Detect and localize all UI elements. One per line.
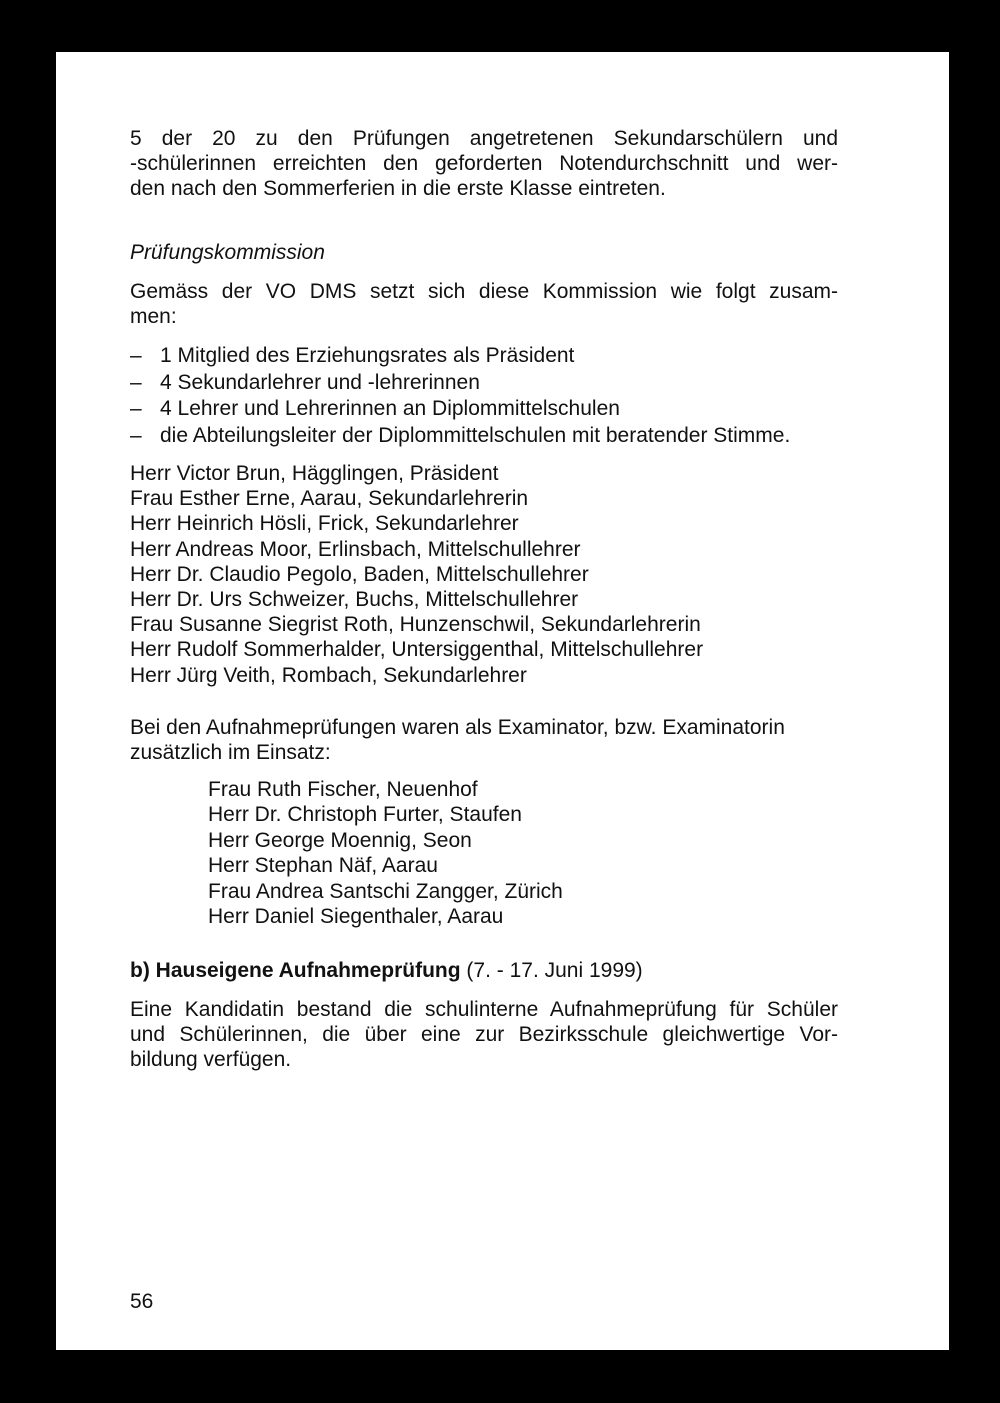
member-entry: Herr Jürg Veith, Rombach, Sekundarlehrer xyxy=(130,663,527,687)
list-item-text: 4 Sekundarlehrer und -lehrerinnen xyxy=(160,370,480,394)
dash-bullet: – xyxy=(130,344,142,367)
examiner-entry: Herr Daniel Siegenthaler, Aarau xyxy=(208,904,504,928)
document-page xyxy=(56,52,949,1350)
intro-paragraph xyxy=(130,126,838,201)
member-entry: Frau Esther Erne, Aarau, Sekundarlehrerin xyxy=(130,487,529,511)
list-item xyxy=(130,423,790,450)
list-item-text: 4 Lehrer und Lehrerinnen an Diplommittelschulen xyxy=(160,397,620,420)
examiner-entry: Frau Andrea Santschi Zangger, Zürich xyxy=(208,879,563,903)
member-entry: Herr Andreas Moor, Erlinsbach, Mittelschullehrer xyxy=(130,537,581,561)
subsection-heading xyxy=(130,958,643,983)
examiner-entry: Herr Dr. Christoph Furter, Staufen xyxy=(208,803,522,827)
list-item-text: 1 Mitglied des Erziehungsrates als Präsident xyxy=(160,344,575,367)
composition-list xyxy=(130,343,790,449)
examiner-entry: Herr Stephan Näf, Aarau xyxy=(208,854,438,878)
text-line: Bei den Aufnahmeprüfungen waren als Examinator, bzw. Examinatorin xyxy=(130,716,785,739)
examiner-intro-paragraph xyxy=(130,715,838,765)
text-line: den nach den Sommerferien in die erste Klasse eintreten. xyxy=(130,177,666,200)
list-item xyxy=(130,343,790,370)
list-item xyxy=(130,370,790,397)
dash-bullet: – xyxy=(130,423,142,447)
subsection-heading-bold: b) Hauseigene Aufnahmeprüfung xyxy=(130,959,461,982)
examiner-entry: Frau Ruth Fischer, Neuenhof xyxy=(208,778,478,801)
member-entry: Herr Heinrich Hösli, Frick, Sekundarlehrer xyxy=(130,512,519,536)
subsection-heading-dates: (7. - 17. Juni 1999) xyxy=(460,959,643,982)
text-line: -schülerinnen erreichten den geforderten Notendurchschnitt und wer- xyxy=(130,152,838,175)
text-line: men: xyxy=(130,305,177,328)
dash-bullet: – xyxy=(130,397,142,420)
commission-intro-paragraph xyxy=(130,279,838,329)
text-line: und Schülerinnen, die über eine zur Bezirksschule gleichwertige Vor- xyxy=(130,1023,838,1046)
final-paragraph xyxy=(130,997,838,1072)
text-line: zusätzlich im Einsatz: xyxy=(130,741,331,764)
text-line: Gemäss der VO DMS setzt sich diese Kommission wie folgt zusam- xyxy=(130,280,838,303)
examiners-list xyxy=(208,777,563,929)
text-line: Eine Kandidatin bestand die schulinterne Aufnahmeprüfung für Schüler xyxy=(130,998,838,1021)
member-entry: Herr Dr. Urs Schweizer, Buchs, Mittelschullehrer xyxy=(130,587,579,611)
section-heading: Prüfungskommission xyxy=(130,241,325,264)
member-entry: Frau Susanne Siegrist Roth, Hunzenschwil, Sekundarlehrerin xyxy=(130,613,701,637)
examiner-entry: Herr George Moennig, Seon xyxy=(208,828,472,852)
text-line: 5 der 20 zu den Prüfungen angetretenen Sekundarschülern und xyxy=(130,127,838,150)
text-line: bildung verfügen. xyxy=(130,1048,292,1071)
page-number: 56 xyxy=(130,1290,154,1313)
list-item-text: die Abteilungsleiter der Diplommittelschulen mit beratender Stimme. xyxy=(160,423,791,447)
member-entry: Herr Rudolf Sommerhalder, Untersiggenthal, Mittelschullehrer xyxy=(130,638,704,662)
dash-bullet: – xyxy=(130,370,142,394)
commission-members-list xyxy=(130,461,703,688)
list-item xyxy=(130,396,790,423)
member-entry: Herr Victor Brun, Hägglingen, Präsident xyxy=(130,462,499,485)
member-entry: Herr Dr. Claudio Pegolo, Baden, Mittelschullehrer xyxy=(130,562,589,586)
